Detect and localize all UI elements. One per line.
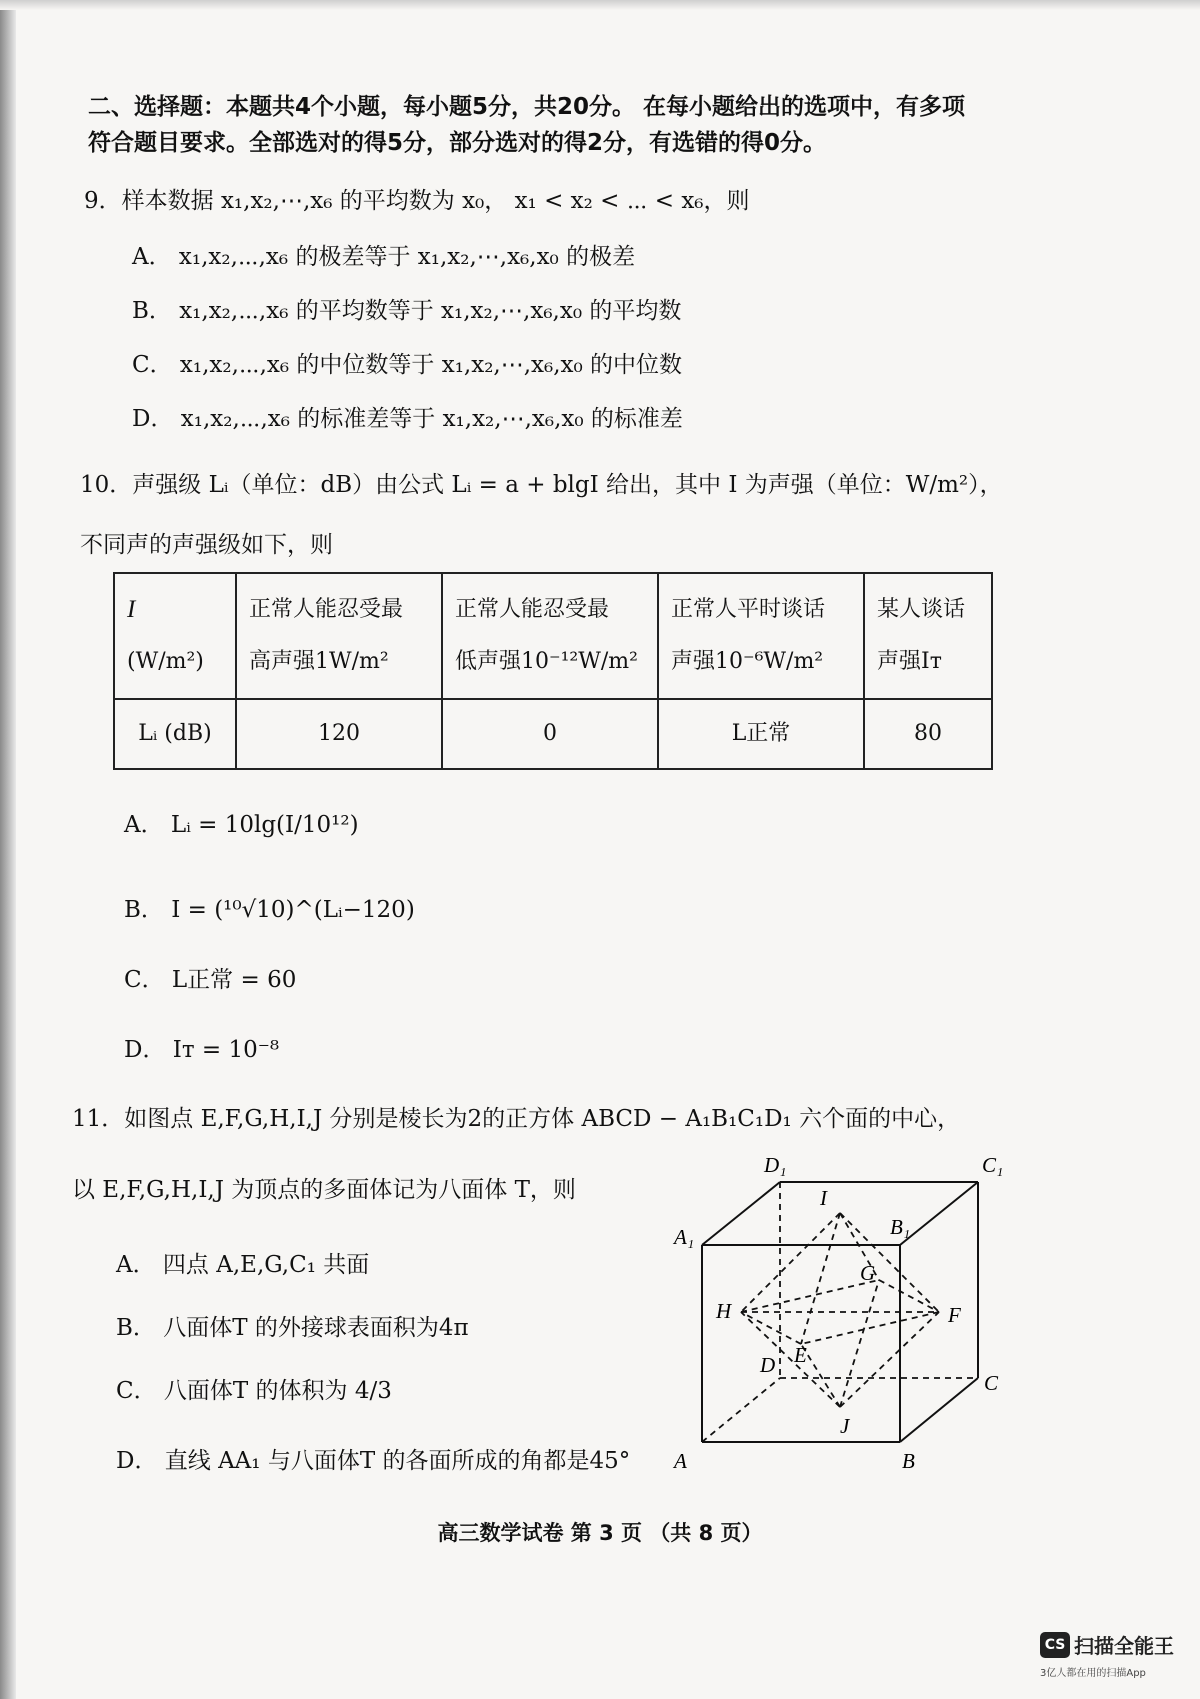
q11-stem-line1: 11．如图点 E,F,G,H,I,J 分别是棱长为2的正方体 ABCD − A₁B₁C₁D₁ 六个面的中心， xyxy=(72,1106,961,1132)
q9-option-a: A． x₁,x₂,⋯,x₆ 的极差等于 x₁,x₂,⋯,x₆,x₀ 的极差 xyxy=(132,244,636,270)
q10-option-b: B． I = (¹⁰√10)^(Lᵢ−120) xyxy=(124,897,415,923)
camscanner-logo-icon: CS xyxy=(1040,1632,1070,1658)
table-row-label: Lᵢ (dB) xyxy=(114,699,236,769)
table-header-row xyxy=(114,573,992,699)
edge-a1d1 xyxy=(702,1182,780,1245)
q10-stem-line2: 不同声的声强级如下，则 xyxy=(80,532,333,558)
watermark-name: 扫描全能王 xyxy=(1074,1634,1174,1658)
edge-hg xyxy=(741,1280,879,1312)
edge-bc xyxy=(900,1378,978,1442)
q9-stem: 9．样本数据 x₁,x₂,⋯,x₆ 的平均数为 x₀， x₁ < x₂ < ⋯ < x₆，则 xyxy=(84,188,750,214)
page-top-shadow xyxy=(0,0,1200,10)
q11-option-a: A． 四点 A,E,G,C₁ 共面 xyxy=(116,1252,370,1278)
table-cell: 120 xyxy=(236,699,442,769)
edge-b1c1 xyxy=(900,1182,978,1245)
section-title-line2: 符合题目要求。全部选对的得5分，部分选对的得2分，有选错的得0分。 xyxy=(88,130,827,156)
label-b: B xyxy=(902,1449,915,1473)
q9-option-c: C． x₁,x₂,⋯,x₆ 的中位数等于 x₁,x₂,⋯,x₆,x₀ 的中位数 xyxy=(132,352,683,378)
table-header-cell: 某人谈话 声强Iᴛ xyxy=(864,573,992,699)
table-cell: 0 xyxy=(442,699,658,769)
table-row xyxy=(114,699,992,769)
edge-jh xyxy=(741,1312,840,1407)
table-header-cell: 正常人能忍受最 低声强10⁻¹²W/m² xyxy=(442,573,658,699)
table-header-cell: I (W/m²) xyxy=(114,573,236,699)
q10-option-d: D． Iᴛ = 10⁻⁸ xyxy=(124,1037,280,1063)
edge-eh xyxy=(741,1312,801,1344)
edge-ih xyxy=(741,1213,840,1312)
table-cell: L正常 xyxy=(658,699,864,769)
label-f: F xyxy=(948,1303,961,1327)
q9-option-d: D． x₁,x₂,⋯,x₆ 的标准差等于 x₁,x₂,⋯,x₆,x₀ 的标准差 xyxy=(132,406,683,432)
page-edge-shadow xyxy=(0,0,16,1699)
label-c: C xyxy=(984,1371,999,1395)
label-b1: B₁ xyxy=(890,1215,911,1239)
scanner-watermark xyxy=(1040,1630,1174,1679)
q10-option-a: A． Lᵢ = 10lg(I/10¹²) xyxy=(124,812,359,838)
page-footer: 高三数学试卷 第 3 页 （共 8 页） xyxy=(437,1521,763,1545)
label-a: A xyxy=(674,1449,687,1473)
label-j: J xyxy=(840,1414,850,1438)
q11-option-c: C． 八面体T 的体积为 4/3 xyxy=(116,1378,392,1404)
label-e: E xyxy=(794,1343,807,1367)
q10-option-c: C． L正常 = 60 xyxy=(124,967,297,993)
q11-option-b: B． 八面体T 的外接球表面积为4π xyxy=(116,1315,469,1341)
label-h: H xyxy=(716,1299,732,1323)
q10-stem-line1: 10．声强级 Lᵢ（单位：dB）由公式 Lᵢ = a + blgI 给出，其中 I 为声强（单位：W/m²）， xyxy=(80,472,1003,498)
label-d: D xyxy=(760,1353,776,1377)
edge-gf xyxy=(879,1280,939,1312)
edge-fe xyxy=(801,1312,939,1344)
label-i: I xyxy=(820,1186,827,1210)
edge-ad-hidden xyxy=(702,1378,780,1442)
q11-option-d: D． 直线 AA₁ 与八面体T 的各面所成的角都是45° xyxy=(116,1448,631,1474)
label-c1: C₁ xyxy=(982,1153,1004,1177)
cube-octahedron-figure xyxy=(660,1150,1030,1490)
label-d1: D₁ xyxy=(764,1153,787,1177)
label-a1: A₁ xyxy=(674,1225,695,1249)
watermark-tagline: 3亿人都在用的扫描App xyxy=(1040,1668,1146,1679)
label-g: G xyxy=(860,1261,876,1285)
table-header-cell: 正常人平时谈话 声强10⁻⁶W/m² xyxy=(658,573,864,699)
table-cell: 80 xyxy=(864,699,992,769)
table-header-cell: 正常人能忍受最 高声强1W/m² xyxy=(236,573,442,699)
section-title-line1: 二、选择题：本题共4个小题，每小题5分，共20分。 在每小题给出的选项中，有多项 xyxy=(88,94,966,120)
sound-level-table xyxy=(113,572,993,770)
q11-stem-line2: 以 E,F,G,H,I,J 为顶点的多面体记为八面体 T，则 xyxy=(72,1177,576,1203)
q9-option-b: B． x₁,x₂,⋯,x₆ 的平均数等于 x₁,x₂,⋯,x₆,x₀ 的平均数 xyxy=(132,298,682,324)
